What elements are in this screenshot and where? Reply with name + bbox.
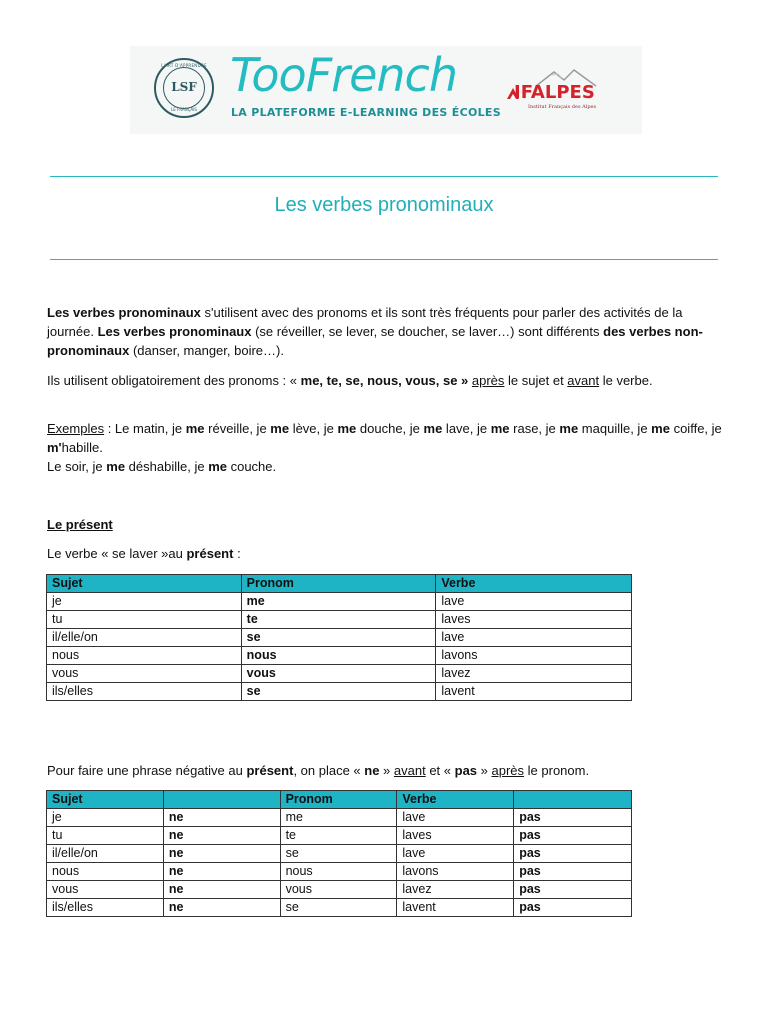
text-run: le pronom. [524,763,590,778]
text-run: s'utilisent avec des pronoms et ils sont très fréquents pour parler des activités de la journée. [47,305,683,339]
text-run: : [233,546,241,561]
section-heading [47,515,723,534]
pronoun-rule-paragraph [47,371,723,390]
pronoun-bold: me [337,421,357,436]
pas-cell: pas [514,845,632,863]
pronoun-cell: vous [241,665,436,683]
column-header [163,791,280,809]
negative-conjugation-table [46,790,632,917]
negation-bold: ne [364,763,380,778]
verb-cell: lave [397,809,514,827]
examples-label: Exemples [47,421,105,436]
pronoun-bold: me [423,421,443,436]
pronoun-bold: me [208,459,227,474]
lsf-logo-top-text: L'ART D'APPRENDRE [161,63,207,68]
text-run: Le soir, je [47,459,107,474]
partner-tagline: Institut Français des Alpes [528,104,597,110]
pronoun-cell: te [241,611,436,629]
verb-cell: lavons [397,863,514,881]
underline-word: après [491,763,525,778]
term-bold: des verbes non-pronominaux [47,324,703,358]
page-title: Les verbes pronominaux [274,194,494,216]
title-rule-bottom [50,259,718,260]
text-run: le sujet et [504,373,568,388]
text-run: douche, je [356,421,424,436]
column-header: Pronom [280,791,397,809]
subject-cell: il/elle/on [47,629,242,647]
pronoun-cell: te [280,827,397,845]
underline-word: après [471,373,505,388]
text-run: » [477,763,492,778]
verb-cell: lave [436,593,632,611]
subject-cell: il/elle/on [47,845,164,863]
subject-cell: nous [47,647,242,665]
text-run: maquille, je [578,421,652,436]
ne-cell: ne [163,881,280,899]
column-header [514,791,632,809]
text-run: : Le matin, je [104,421,186,436]
table-row [47,683,632,701]
tense-bold: présent [246,763,294,778]
ne-cell: ne [163,899,280,917]
pronoun-bold: me [270,421,290,436]
verb-cell: lavent [397,899,514,917]
column-header: Verbe [436,575,632,593]
examples-paragraph [47,419,723,476]
pronoun-cell: se [241,629,436,647]
pas-cell: pas [514,881,632,899]
text-run: habille. [61,440,103,455]
text-run: couche. [226,459,277,474]
table-row [47,593,632,611]
text-run: » [379,763,394,778]
table-row [47,809,632,827]
pronoun-bold: me [106,459,126,474]
text-run: le verbe. [599,373,653,388]
pronoun-bold: me [490,421,510,436]
text-run: (danser, manger, boire…). [129,343,284,358]
text-run: Pour faire une phrase négative au [47,763,247,778]
ne-cell: ne [163,863,280,881]
table-header-row [47,575,632,593]
table-row [47,863,632,881]
pronoun-cell: vous [280,881,397,899]
column-header: Sujet [47,575,242,593]
pronoun-cell: me [280,809,397,827]
pronoun-cell: nous [241,647,436,665]
table-row [47,611,632,629]
present-intro [47,544,723,563]
table-row [47,845,632,863]
pronoun-bold: m' [47,440,62,455]
pronoun-bold: me [651,421,670,436]
tense-bold: présent [186,546,234,561]
ifalpes-logo [506,68,626,116]
column-header: Sujet [47,791,164,809]
verb-cell: laves [436,611,632,629]
negation-bold: pas [454,763,478,778]
lsf-logo-bottom-text: LE FRANÇAIS [171,107,197,112]
table-row [47,899,632,917]
lsf-logo-text: LSF [171,80,197,94]
text-run: réveille, je [204,421,271,436]
lsf-logo [154,58,214,118]
pronoun-cell: nous [280,863,397,881]
table-row [47,665,632,683]
underline-word: avant [567,373,600,388]
pas-cell: pas [514,827,632,845]
intro-paragraph [47,303,723,360]
text-run: Le verbe « se laver »au [47,546,187,561]
table-header-row [47,791,632,809]
present-conjugation-table [46,574,632,701]
subject-cell: ils/elles [47,899,164,917]
verb-cell: laves [397,827,514,845]
subject-cell: ils/elles [47,683,242,701]
column-header: Pronom [241,575,436,593]
verb-cell: lavons [436,647,632,665]
present-heading: Le présent [47,517,113,532]
table-row [47,881,632,899]
pronoun-bold: me [559,421,579,436]
table-row [47,827,632,845]
pas-cell: pas [514,863,632,881]
verb-cell: lave [436,629,632,647]
verb-cell: lavent [436,683,632,701]
text-run: coiffe, je [669,421,722,436]
pas-cell: pas [514,899,632,917]
verb-cell: lave [397,845,514,863]
column-header: Verbe [397,791,514,809]
text-run: Ils utilisent obligatoirement des pronoms : « [47,373,301,388]
title-rule-top [50,176,718,177]
subject-cell: je [47,809,164,827]
term-bold: Les verbes pronominaux [47,305,201,320]
text-run: et « [425,763,455,778]
text-run: rase, je [509,421,560,436]
ne-cell: ne [163,827,280,845]
text-run: (se réveiller, se lever, se doucher, se laver…) sont différents [251,324,604,339]
subject-cell: tu [47,611,242,629]
table-row [47,629,632,647]
subject-cell: je [47,593,242,611]
pronoun-bold: me [185,421,205,436]
text-run: lave, je [442,421,491,436]
pronoun-cell: se [280,899,397,917]
verb-cell: lavez [436,665,632,683]
pas-cell: pas [514,809,632,827]
header-banner [130,46,642,134]
term-bold: Les verbes pronominaux [97,324,252,339]
subject-cell: vous [47,665,242,683]
pronoun-cell: se [280,845,397,863]
brand-name: TooFrench [230,48,457,102]
brand-tagline: LA PLATEFORME E-LEARNING DES ÉCOLES [231,106,501,119]
text-run: déshabille, je [125,459,209,474]
text-run: , on place « [293,763,365,778]
table-row [47,647,632,665]
pronoun-list: me, te, se, nous, vous, se » [300,373,469,388]
subject-cell: vous [47,881,164,899]
pronoun-cell: me [241,593,436,611]
pronoun-cell: se [241,683,436,701]
partner-name: IFALPES [514,82,595,103]
verb-cell: lavez [397,881,514,899]
negative-rule-paragraph [47,761,723,780]
subject-cell: tu [47,827,164,845]
text-run: lève, je [289,421,338,436]
underline-word: avant [393,763,426,778]
ne-cell: ne [163,809,280,827]
ne-cell: ne [163,845,280,863]
subject-cell: nous [47,863,164,881]
